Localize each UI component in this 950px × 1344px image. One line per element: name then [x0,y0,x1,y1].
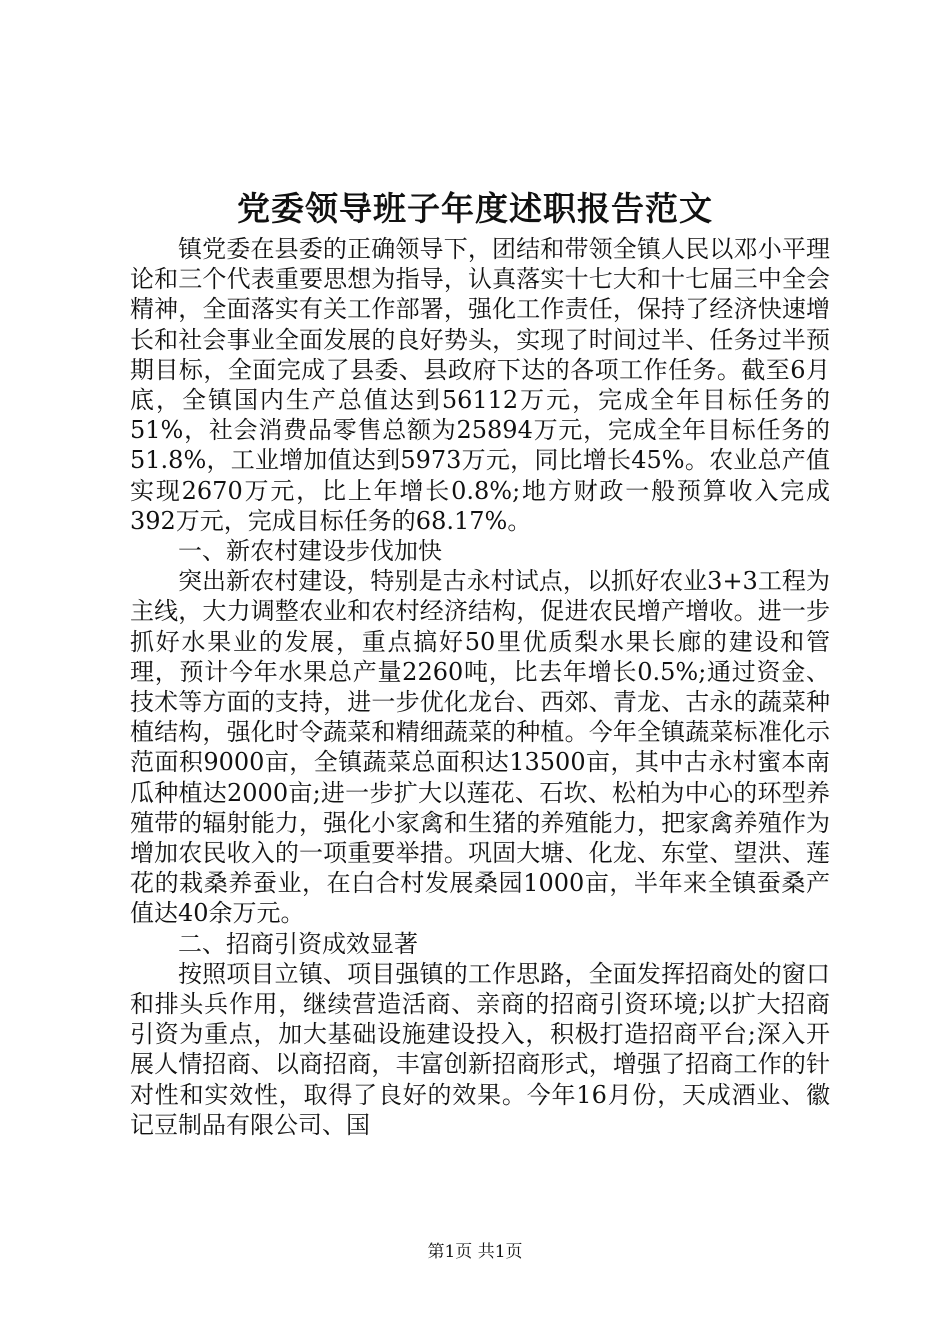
section-heading-1: 一、新农村建设步伐加快 [178,537,442,566]
section-2-paragraph: 按照项目立镇、项目强镇的工作思路，全面发挥招商处的窗口和排头兵作用，继续营造活商、亲商的招商引资环境;以扩大招商引资为重点，加大基础设施建设投入，积极打造招商平台;深入开展人情招商、以商招商，丰富创新招商形式，增强了招商工作的针对性和实效性，取得了良好的效果。今年16月份，天成酒业、徽记豆制品有限公司、国 [130,959,830,1139]
document-body [130,234,830,1140]
page-footer: 第1页 共1页 [427,1242,523,1262]
section-heading-2: 二、招商引资成效显著 [178,929,418,958]
document-title: 党委领导班子年度述职报告范文 [237,189,713,228]
intro-paragraph: 镇党委在县委的正确领导下，团结和带领全镇人民以邓小平理论和三个代表重要思想为指导，认真落实十七大和十七届三中全会精神，全面落实有关工作部署，强化工作责任，保持了经济快速增长和社会事业全面发展的良好势头，实现了时间过半、任务过半预期目标，全面完成了县委、县政府下达的各项工作任务。截至6月底，全镇国内生产总值达到56112万元，完成全年目标任务的51%，社会消费品零售总额为25894万元，完成全年目标任务的51.8%，工业增加值达到5973万元，同比增长45%。农业总产值实现2670万元，比上年增长0.8%;地方财政一般预算收入完成392万元，完成目标任务的68.17%。 [130,235,830,535]
section-1-paragraph: 突出新农村建设，特别是古永村试点，以抓好农业3+3工程为主线，大力调整农业和农村经济结构，促进农民增产增收。进一步抓好水果业的发展，重点搞好50里优质梨水果长廊的建设和管理，预计今年水果总产量2260吨，比去年增长0.5%;通过资金、技术等方面的支持，进一步优化龙台、西郊、青龙、古永的蔬菜种植结构，强化时令蔬菜和精细蔬菜的种植。今年全镇蔬菜标准化示范面积9000亩，全镇蔬菜总面积达13500亩，其中古永村蜜本南瓜种植达2000亩;进一步扩大以莲花、石坎、松柏为中心的环型养殖带的辐射能力，强化小家禽和生猪的养殖能力，把家禽养殖作为增加农民收入的一项重要举措。巩固大塘、化龙、东堂、望洪、莲花的栽桑养蚕业，在白合村发展桑园1000亩，半年来全镇蚕桑产值达40余万元。 [130,567,830,928]
